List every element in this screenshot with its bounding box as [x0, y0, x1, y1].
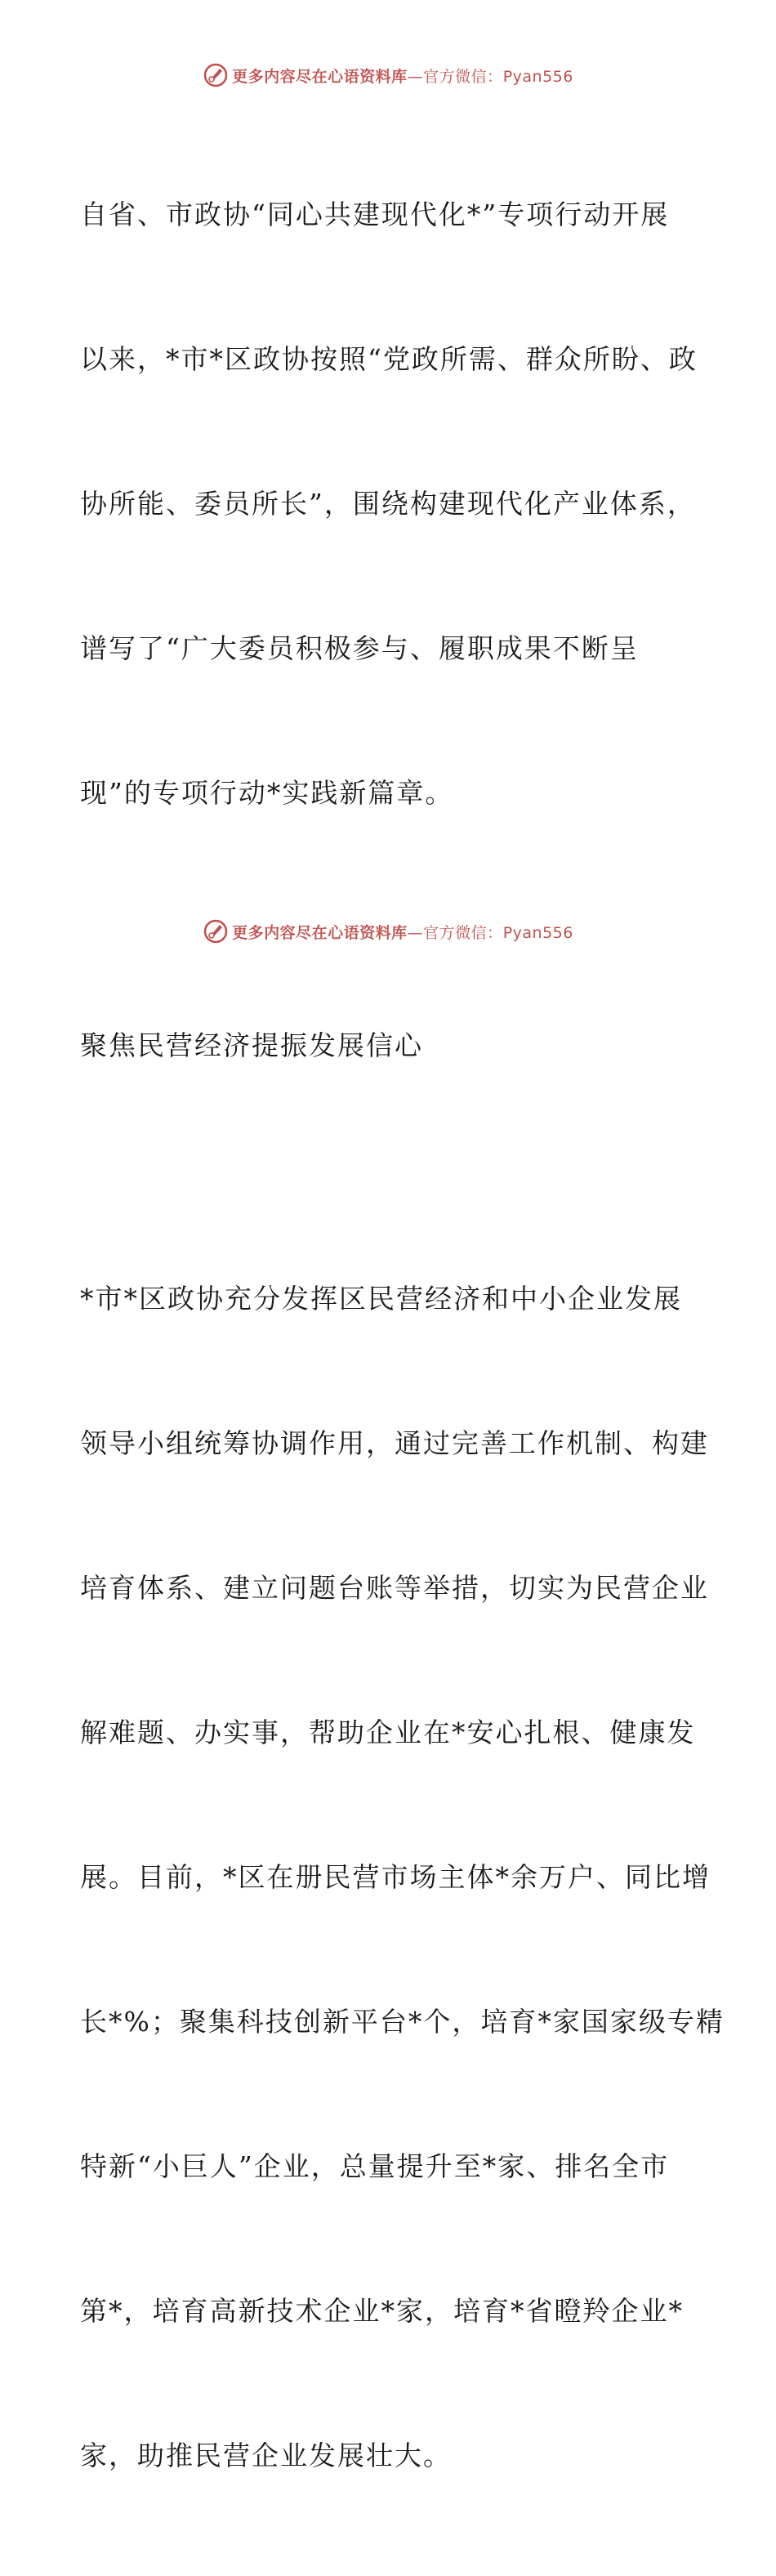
watermark-logo-icon: [203, 918, 229, 944]
paragraph-line: 以来，*市*区政协按照“党政所需、群众所盼、政: [80, 343, 698, 375]
paragraph-line: 家，助推民营企业发展壮大。: [80, 2440, 452, 2471]
paragraph-line: 展。目前，*区在册民营市场主体*余万户、同比增: [80, 1861, 711, 1893]
paragraph-line: 特新“小巨人”企业，总量提升至*家、排名全市: [80, 2150, 670, 2182]
paragraph-line: 领导小组统筹协调作用，通过完善工作机制、构建: [80, 1427, 709, 1459]
paragraph-line: 自省、市政协“同心共建现代化*”专项行动开展: [80, 199, 670, 230]
watermark-main: 更多内容尽在心语资料库: [232, 923, 408, 942]
paragraph-line: 现”的专项行动*实践新篇章。: [80, 777, 454, 809]
watermark-official: 官方微信：: [423, 923, 503, 942]
paragraph-private-economy: [80, 1178, 725, 2576]
watermark-text: [232, 65, 573, 87]
watermark-id: Pyan556: [502, 67, 573, 86]
paragraph-intro: [80, 94, 701, 913]
watermark-logo-icon: [203, 62, 229, 88]
footer-watermark: [0, 915, 776, 948]
watermark-main: 更多内容尽在心语资料库: [232, 67, 408, 86]
watermark-separator: —: [407, 67, 424, 86]
paragraph-line: 协所能、委员所长”，围绕构建现代化产业体系，: [80, 488, 696, 520]
section-heading: [80, 925, 701, 1166]
paragraph-line: *市*区政协充分发挥区民营经济和中小企业发展: [80, 1283, 682, 1315]
watermark-separator: —: [407, 923, 424, 942]
watermark-official: 官方微信：: [423, 67, 503, 86]
watermark-text: [232, 921, 573, 943]
document-body: [80, 94, 725, 2576]
paragraph-line: 培育体系、建立问题台账等举措，切实为民营企业: [80, 1572, 709, 1604]
header-watermark: [0, 59, 776, 92]
watermark-id: Pyan556: [502, 923, 573, 942]
paragraph-line: 长*%；聚集科技创新平台*个，培育*家国家级专精: [80, 2006, 725, 2038]
paragraph-line: 第*，培育高新技术企业*家，培育*省瞪羚企业*: [80, 2295, 684, 2327]
paragraph-line: 解难题、办实事，帮助企业在*安心扎根、健康发: [80, 1717, 696, 1748]
heading-text: 聚焦民营经济提振发展信心: [80, 1029, 423, 1061]
paragraph-line: 谱写了“广大委员积极参与、履职成果不断呈: [80, 632, 639, 664]
